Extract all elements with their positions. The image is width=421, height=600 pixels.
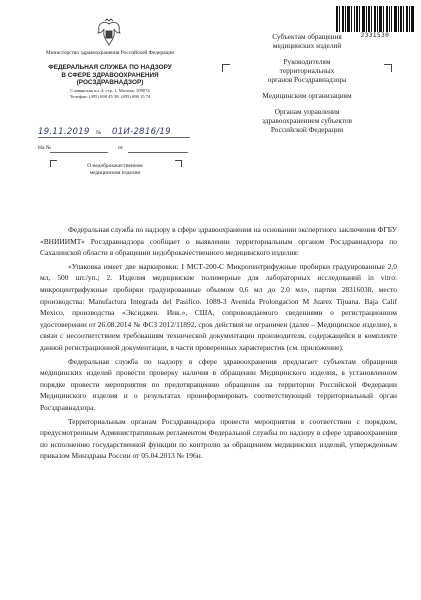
registration-date: 19.11.2019 <box>38 127 90 137</box>
recipient-3 <box>222 91 392 100</box>
ministry-name: Министерство здравоохранения Российской Федерации <box>45 50 175 56</box>
recipient-1-line-1: Субъектам обращения <box>272 32 342 41</box>
agency-line-1: ФЕДЕРАЛЬНАЯ СЛУЖБА ПО НАДЗОРУ <box>48 64 172 71</box>
recipient-2-line-2: территориальных <box>279 66 335 75</box>
recipients-block <box>222 32 392 141</box>
reference-date-label: от <box>118 145 124 151</box>
body-paragraph-4: Территориальным органам Росздравнадзора провести мероприятия в соответствии с порядком, предусмотренным Административным регламентом Федеральной службы по надзору в сфере здравоохранения по исполнению государственной функции по контролю за обращением медицинских изделий, утвержденным приказом Минздрава России от 05.04.2013 № 196н. <box>40 416 397 461</box>
reference-number-label: На № <box>38 145 52 151</box>
recipient-4 <box>222 107 392 134</box>
body-paragraph-1: Федеральная служба по надзору в сфере здравоохранения на основании экспертного заключения ФГБУ «ВНИИИМТ» Росздравнадзора сообщает о выявлении территориальным органом Росздравнадзора по Сахалинской области в обращении недоброкачественного медицинского изделия: <box>40 225 397 258</box>
registration-number-label: № <box>96 130 102 136</box>
recipient-1 <box>222 32 392 50</box>
agency-name <box>40 64 180 87</box>
reference-date-blank <box>128 152 188 153</box>
reference-number-blank <box>50 152 108 153</box>
body-paragraph-2: «Упаковка имеет две маркировки: I МСТ-200-С Микропентрифужные пробирки градуированные 2,0 мл, 500 шт./уп.; 2. Изделия медицинские полимерные для лабораторных исследований in vitro: микроцентрифужные пробирки градуированные объемом 0,6 мл до 2.0 мл», партия 28316038, место производства: Manufactura Integrada del Pasifico. 1089-3 Avenida Prolongacion M Juarez Tijuana. Baja Calif Mexico, производства «Эксиджен. Инк.», США, сопровождаемого сведениями о регистрационном удостоверении от 26.08.2014 № ФСЗ 2012/11892, срок действия не ограничен (далее – Медицинское изделие), в связи с несоответствием требованиям технической документации производителя, содержащейся в комплекте данной регистрационной документации, в части проверенных характеристик (см. приложение). <box>40 261 397 352</box>
agency-address <box>40 88 180 100</box>
subject-line-2: медицинском изделии <box>89 169 141 176</box>
recipient-3-line-1: Медицинским организациям <box>262 91 352 100</box>
registration-line <box>38 125 190 138</box>
recipient-2-line-3: органов Росздравнадзора <box>267 75 347 84</box>
reference-line <box>38 145 190 154</box>
barcode <box>336 6 414 32</box>
agency-line-2: В СФЕРЕ ЗДРАВООХРАНЕНИЯ <box>61 71 159 79</box>
address-line-1: Славянская пл. 4, стр. 1, Москва, 109074 <box>70 88 150 93</box>
agency-line-3: (РОСЗДРАВНАДЗОР) <box>76 79 144 87</box>
recipient-4-line-3: Российской Федерации <box>270 125 344 134</box>
body-paragraph-3: Федеральная служба по надзору в сфере здравоохранения предлагает субъектам обращения медицинских изделий провести проверку наличия в обращении Медицинского изделия, в установленном порядке провести мероприятия по предотвращению обращения на территории Российской Федерации Медицинского изделия и о результатах проинформировать соответствующий территориальный орган Росздравнадзора. <box>40 356 397 412</box>
recipient-2-line-1: Руководителям <box>283 57 331 66</box>
letter-body <box>40 224 397 462</box>
recipient-4-line-2: здравоохранением субъектов <box>262 116 352 125</box>
subject-bracket-right <box>175 160 182 167</box>
registration-number: 01И-2816/19 <box>112 127 171 137</box>
recipient-1-line-2: медицинских изделий <box>272 41 342 50</box>
address-line-2: Телефон: (495) 698 45 38; (495) 698 15 74 <box>69 94 151 99</box>
recipient-2 <box>222 57 392 84</box>
recipient-4-line-1: Органам управления <box>274 107 340 116</box>
subject-line-1: О недоброкачественном <box>87 163 143 169</box>
barcode-number: 2331530 <box>360 32 390 39</box>
letter-subject <box>55 163 175 176</box>
coat-of-arms-emblem <box>95 18 123 48</box>
